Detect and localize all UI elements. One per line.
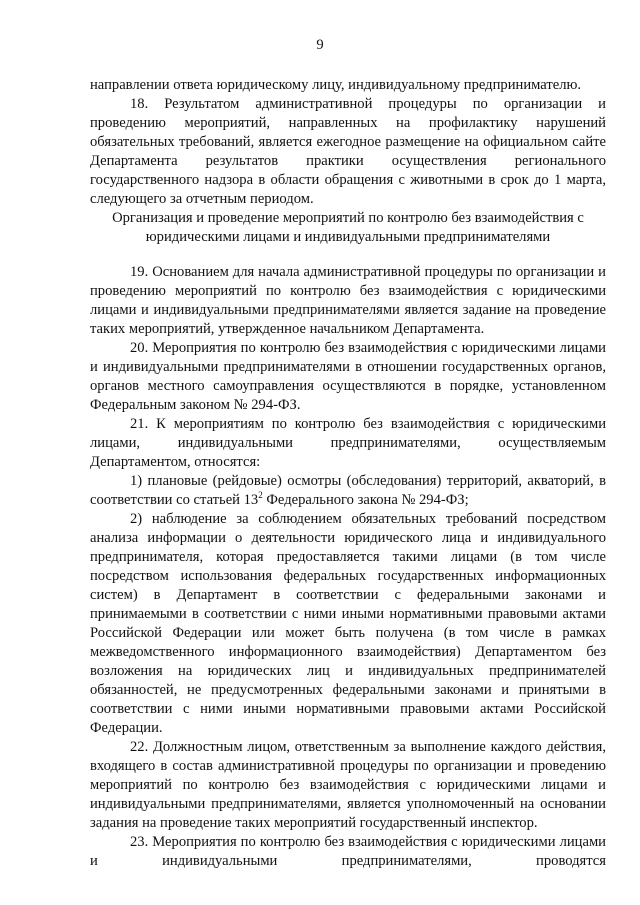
section-heading-line-1: Организация и проведение мероприятий по контролю без взаимодействия с [112, 210, 584, 226]
item-1-superscript: 2 [258, 490, 263, 501]
section-heading [90, 209, 606, 247]
text-block-main [90, 263, 606, 871]
section-heading-line-2: юридическими лицами и индивидуальными предпринимателями [145, 229, 551, 245]
text-block-top [90, 76, 606, 209]
paragraph-22: 22. Должностным лицом, ответственным за выполнение каждого действия, входящего в состав административной процедуры по организации и проведению мероприятий по контролю без взаимодействия с юридическими лицами и индивидуальными предпринимателями, является уполномоченный на основании задания на проведение таких мероприятий государственный инспектор. [90, 739, 606, 831]
paragraph-continuation: направлении ответа юридическому лицу, индивидуальному предпринимателю. [90, 77, 582, 93]
item-1-text-a: 1) плановые (рейдовые) осмотры (обследования) территорий, акваторий, в соответствии со статьей 13 [90, 473, 606, 508]
paragraph-21-item-2: 2) наблюдение за соблюдением обязательных требований посредством анализа информации о деятельности юридического лица и индивидуального предпринимателя, которая предоставляется такими лицами (в том числе посредством использования федеральных государственных информационных систем) в Департамент в соответствии с федеральными законами и принимаемыми в соответствии с ними иными нормативными правовыми актами Российской Федерации или может быть получена (в том числе в рамках межведомственного информационного взаимодействия) Департаментом без возложения на юридических лиц и индивидуальных предпринимателей обязанностей, не предусмотренных федеральными законами и принятыми в соответствии с ними иными нормативными правовыми актами Российской Федерации. [90, 511, 606, 736]
paragraph-23: 23. Мероприятия по контролю без взаимодействия с юридическими лицами и индивидуальными предпринимателями, проводятся [90, 834, 606, 869]
paragraph-21-item-1 [90, 472, 606, 510]
paragraph-20: 20. Мероприятия по контролю без взаимодействия с юридическими лицами и индивидуальными предпринимателями в отношении государственных органов, органов местного самоуправления осуществляются в порядке, установленном Федеральным законом № 294-ФЗ. [90, 340, 606, 413]
paragraph-19: 19. Основанием для начала административной процедуры по организации и проведению мероприятий по контролю без взаимодействия с юридическими лицами и индивидуальными предпринимателями является задание на проведение таких мероприятий, утвержденное начальником Департамента. [90, 264, 606, 337]
paragraph-18: 18. Результатом административной процедуры по организации и проведению мероприятий, направленных на профилактику нарушений обязательных требований, является ежегодное размещение на официальном сайте Департамента результатов практики осуществления регионального государственного надзора в области обращения с животными в срок до 1 марта, следующего за отчетным периодом. [90, 96, 606, 207]
item-1-text-b: Федерального закона № 294-ФЗ; [262, 492, 469, 508]
page-number: 9 [316, 37, 324, 53]
paragraph-21: 21. К мероприятиям по контролю без взаимодействия с юридическими лицами, индивидуальными предпринимателями, осуществляемым Департаментом, относятся: [90, 416, 606, 470]
